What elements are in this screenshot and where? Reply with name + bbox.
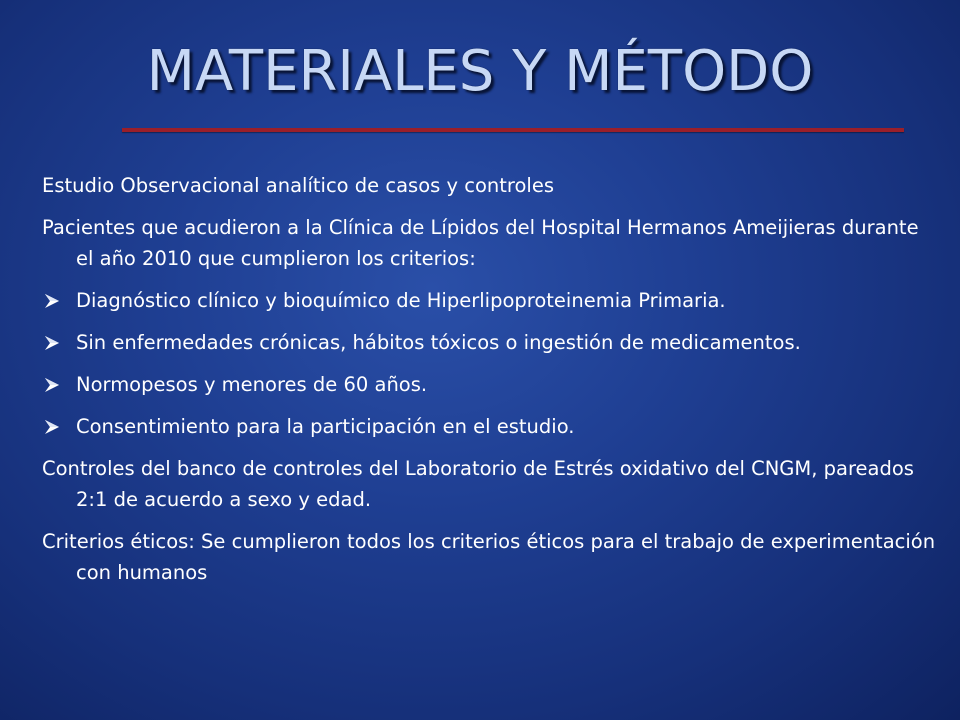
title-divider xyxy=(122,128,904,132)
paragraph-controls: Controles del banco de controles del Laboratorio de Estrés oxidativo del CNGM, pareados 2:1 de acuerdo a sexo y edad. xyxy=(42,457,914,511)
arrowhead-bullet-icon xyxy=(44,285,66,316)
criteria-item xyxy=(42,411,942,442)
arrowhead-bullet-icon xyxy=(44,411,66,442)
criteria-item xyxy=(42,327,942,358)
criteria-item-text: Normopesos y menores de 60 años. xyxy=(76,373,428,396)
criteria-item-text: Sin enfermedades crónicas, hábitos tóxicos o ingestión de medicamentos. xyxy=(76,331,801,354)
paragraph-ethics: Criterios éticos: Se cumplieron todos los criterios éticos para el trabajo de experimentación con humanos xyxy=(42,530,936,584)
criteria-item-text: Diagnóstico clínico y bioquímico de Hiperlipoproteinemia Primaria. xyxy=(76,289,726,312)
slide-content xyxy=(42,170,942,599)
criteria-list xyxy=(42,285,942,442)
criteria-item xyxy=(42,285,942,316)
paragraph-patients: Pacientes que acudieron a la Clínica de Lípidos del Hospital Hermanos Ameijieras durante el año 2010 que cumplieron los criterios: xyxy=(42,216,919,270)
slide-title: MATERIALES Y MÉTODO xyxy=(146,39,814,104)
arrowhead-bullet-icon xyxy=(44,327,66,358)
arrowhead-bullet-icon xyxy=(44,369,66,400)
criteria-item-text: Consentimiento para la participación en el estudio. xyxy=(76,415,575,438)
criteria-item xyxy=(42,369,942,400)
paragraph-study-type: Estudio Observacional analítico de casos y controles xyxy=(42,174,554,197)
